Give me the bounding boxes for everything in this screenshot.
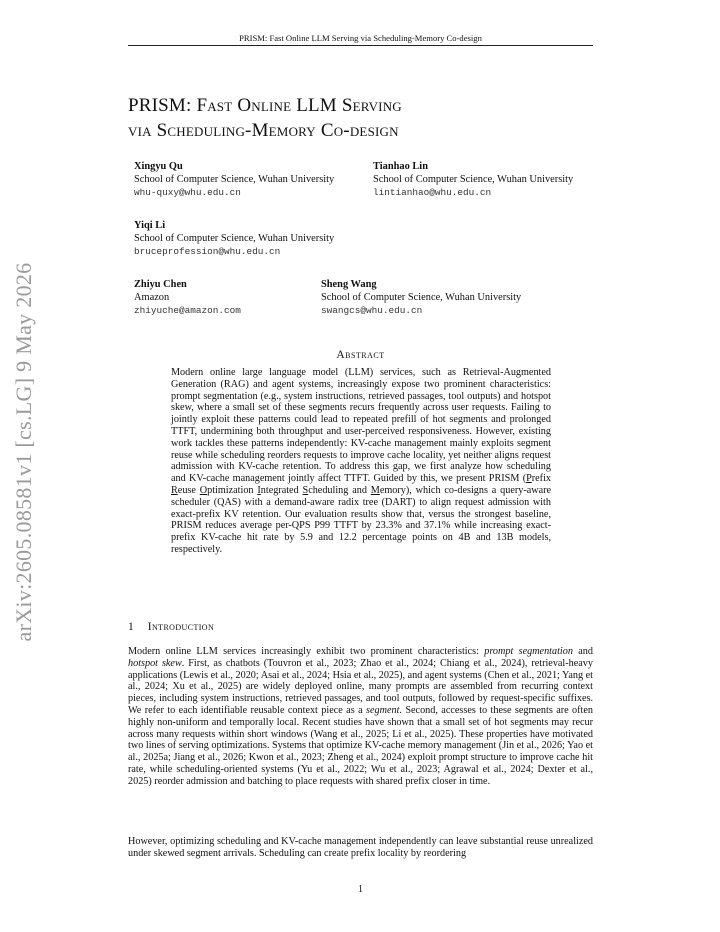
author-name: Zhiyu Chen — [134, 279, 187, 290]
section-title: Introduction — [147, 621, 215, 633]
page-number: 1 — [358, 884, 363, 895]
abstract-heading: Abstract — [336, 349, 385, 361]
arxiv-id: arXiv:2605.08581v1 [cs.LG] 9 May 2026 — [11, 262, 36, 642]
abstract-text-after: ), which co-designs a query-aware scheduler (QAS) with a demand-aware radix tree (DART) to align request admission with exact-prefix KV retention. Our evaluation results show that, versus the strongest baseline, PRISM reduces average per-QPS P99 TTFT by 23.3% and 37.1% while increasing exact-prefix KV-cache hit rate by 5.9 and 12.2 percentage points on 4B and 13B models, respectively. — [171, 484, 552, 555]
acronym-letter: Optimization — [199, 484, 254, 496]
author-email: zhiyuche@amazon.com — [134, 305, 241, 316]
author-name: Sheng Wang — [321, 279, 377, 290]
author-affiliation: School of Computer Science, Wuhan University — [134, 174, 335, 185]
author-name: Xingyu Qu — [134, 161, 183, 172]
author-name: Yiqi Li — [134, 220, 166, 231]
intro-paragraph-1 — [128, 646, 593, 788]
running-header: PRISM: Fast Online LLM Serving via Scheduling-Memory Co-design — [239, 33, 482, 43]
acronym-word: and — [352, 484, 367, 496]
author-affiliation: School of Computer Science, Wuhan University — [321, 292, 522, 303]
acronym-letter: Memory — [370, 484, 406, 496]
abstract-text — [171, 367, 551, 556]
title-line-2: via Scheduling-Memory Co-design — [128, 120, 399, 141]
acronym-letter: Scheduling — [302, 484, 349, 496]
acronym-letter: Integrated — [257, 484, 299, 496]
emphasis: segment — [366, 704, 400, 716]
emphasis: hotspot skew — [128, 657, 182, 669]
author-email: bruceprofession@whu.edu.cn — [134, 246, 281, 257]
author-email: swangcs@whu.edu.cn — [321, 305, 423, 316]
acronym-letter: Prefix — [526, 473, 551, 485]
author-email: whu-quxy@whu.edu.cn — [134, 187, 241, 198]
author-affiliation: Amazon — [134, 292, 170, 303]
text-run: . First, as chatbots (Touvron et al., 2023; Zhao et al., 2024; Chiang et al., 2024), retrieval-heavy applications (Lewis et al., 2020; Asai et al., 2024; Hsia et al., 2025), and agent systems (Chen et al., 2021; Yang et al., 2024; Xu et al., 2025) are widely deployed online, many prompts are assembled from recurring context pieces, including system instructions, retrieved passages, and tool outputs, followed by request-specific suffixes. We refer to each identifiable reusable context piece as a — [128, 657, 593, 716]
section-heading — [128, 621, 214, 633]
acronym-letter: Reuse — [171, 484, 196, 496]
text-run: . Second, accesses to these segments are often highly non-uniform and temporally local. Recent studies have shown that a small set of hot segments may recur across many requests within short windows (Wang et al., 2025; Li et al., 2025). These properties have motivated two lines of serving optimizations. Systems that optimize KV-cache memory management (Jin et al., 2026; Yao et al., 2025a; Jiang et al., 2026; Kwon et al., 2023; Zheng et al., 2024) exploit prompt structure to improve cache hit rate, while scheduling-oriented systems (Yu et al., 2022; Wu et al., 2023; Agrawal et al., 2024; Dexter et al., 2025) reorder admission and batching to place requests with shared prefix closer in time. — [128, 704, 593, 787]
intro-paragraph-2: However, optimizing scheduling and KV-cache management independently can leave substantial reuse unrealized under skewed segment arrivals. Scheduling can create prefix locality by reordering — [128, 836, 593, 859]
author-affiliation: School of Computer Science, Wuhan University — [134, 233, 335, 244]
text-run: and — [572, 646, 593, 657]
author-block-3 — [134, 219, 334, 258]
emphasis: prompt segmentation — [484, 646, 573, 657]
author-block-1 — [134, 160, 334, 199]
author-block-4 — [134, 278, 241, 317]
author-block-5 — [321, 278, 521, 317]
paper-title — [128, 93, 402, 143]
author-name: Tianhao Lin — [373, 161, 428, 172]
text-run: Modern online LLM services increasingly exhibit two prominent characteristics: — [128, 646, 485, 657]
arxiv-stamp — [4, 262, 44, 642]
section-number: 1 — [128, 621, 134, 633]
title-line-1: PRISM: Fast Online LLM Serving — [128, 95, 402, 116]
author-affiliation: School of Computer Science, Wuhan University — [373, 174, 574, 185]
abstract-text-before: Modern online large language model (LLM) services, such as Retrieval-Augmented Generation (RAG) and agent systems, increasingly expose two prominent characteristics: prompt segmentation (e.g., system instructions, retrieved passages, tool outputs) and hotspot skew, where a small set of these segments recurs frequently across user requests. Failing to jointly exploit these patterns could lead to repeated prefill of hot segments and prolonged TTFT, undermining both throughput and user-perceived responsiveness. However, existing work tackles these patterns independently: KV-cache management mainly exploits segment reuse while scheduling reorders requests to improve cache locality, yet neither aligns request admission with KV-cache retention. To address this gap, we first analyze how scheduling and KV-cache management jointly affect TTFT. Guided by this, we present PRISM ( — [171, 367, 551, 485]
header-rule — [128, 45, 593, 46]
author-block-2 — [373, 160, 573, 199]
author-email: lintianhao@whu.edu.cn — [373, 187, 492, 198]
